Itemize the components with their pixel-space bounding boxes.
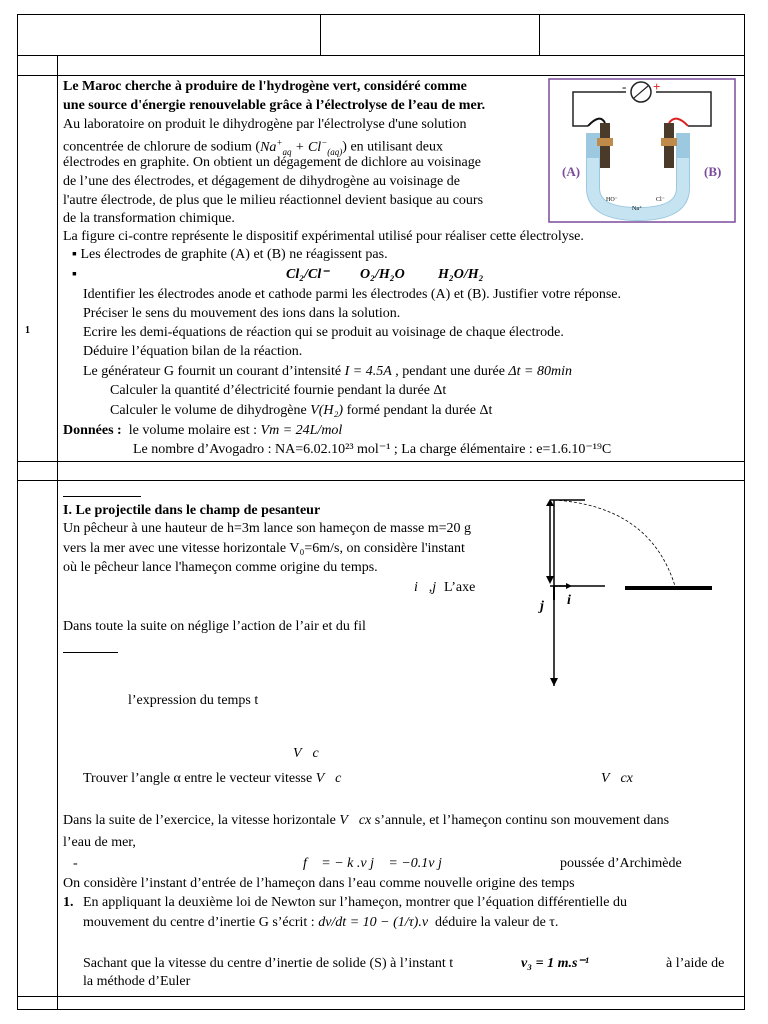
list-dash: - [73, 856, 78, 871]
paragraph-line: Au laboratoire on produit le dihydrogène par l'électrolyse d'une solution [63, 117, 467, 132]
redox-couple: Cl₂/Cl⁻ [286, 267, 329, 282]
row-line-1 [17, 75, 745, 76]
unit-vector-i: i [567, 593, 571, 608]
header-bottom-line [17, 55, 745, 56]
redox-couple: O₂/H₂O [360, 267, 405, 282]
unit-vector-j: j [540, 599, 544, 614]
row-line-4 [17, 996, 745, 997]
ion-label: HO⁻ [606, 197, 618, 203]
paragraph-line: où le pêcheur lance l'hameçon comme origine du temps. [63, 560, 378, 575]
electrode-b-label: (B) [704, 164, 722, 179]
question: Le générateur G fournit un courant d’intensité I = 4.5A , pendant une durée Δt = 80min [83, 364, 572, 379]
blank-rule [63, 652, 118, 653]
exercise-number: 1 [25, 325, 30, 336]
formula-nacl: $Na^+_{aq} + Cl^-_{(aq)}$ [260, 137, 343, 157]
intro-bold-line-2: une source d'énergie renouvelable grâce à l’électrolyse de l’eau de mer. [63, 98, 486, 113]
header-divider-1 [320, 14, 321, 55]
question-fragment: l’expression du temps t [128, 693, 259, 708]
electrolysis-figure [548, 78, 736, 223]
vector-vc: V⃗c [293, 746, 319, 761]
section-title: I. Le projectile dans le champ de pesanteur [63, 503, 321, 518]
projectile-figure [530, 496, 740, 692]
paragraph-line: Dans la suite de l’exercice, la vitesse horizontale V⃗cx s’annule, et l’hameçon continu son mouvement dans [63, 813, 670, 828]
question: à l’aide de [666, 956, 725, 971]
paragraph-line: concentrée de chlorure de sodium $(Na^+_{aq} + Cl^-_{(aq)})$ en utilisant deux [63, 137, 443, 157]
paragraph-line: La figure ci-contre représente le dispositif expérimental utilisé pour réaliser cette électrolyse. [63, 229, 584, 244]
paragraph-line: l’eau de mer, [63, 835, 136, 850]
question: Identifier les électrodes anode et cathode parmi les électrodes (A) et (B). Justifier votre réponse. [83, 287, 622, 302]
sub-question: Calculer la quantité d’électricité fournie pendant la durée Δt [110, 383, 447, 398]
vector-vcx: V⃗cx [601, 771, 633, 786]
data-line: Le nombre d’Avogadro : NA=6.02.10²³ mol⁻¹ ; La charge élémentaire : e=1.6.10⁻¹⁹C [133, 442, 612, 457]
sub-question: Calculer le volume de dihydrogène V(H₂) formé pendant la durée Δt [110, 403, 493, 418]
paragraph-line: de la transformation chimique. [63, 211, 235, 226]
paragraph-line: vers la mer avec une vitesse horizontale V₀=6m/s, on considère l'instant [63, 541, 465, 556]
ion-label: Na⁺ [632, 206, 643, 212]
data-line: Données : le volume molaire est : Vm = 24L/mol [63, 423, 343, 438]
question-number: 1. [63, 895, 74, 910]
paragraph-line: l'autre électrode, de plus que le milieu réactionnel devient basique au cours [63, 193, 484, 208]
question: Déduire l’équation bilan de la réaction. [83, 344, 303, 359]
bullet-item: ▪ Les électrodes de graphite (A) et (B) ne réagissent pas. [72, 247, 388, 262]
number-column-divider [57, 55, 58, 1010]
row-line-3 [17, 480, 745, 481]
bullet-item: ▪ [72, 267, 77, 282]
axis-label: L’axe [444, 580, 476, 595]
paragraph-line: On considère l’instant d’entrée de l’hameçon dans l’eau comme nouvelle origine des temps [63, 876, 575, 891]
electrode-a-label: (A) [562, 164, 581, 179]
question: la méthode d’Euler [83, 974, 191, 989]
question: Ecrire les demi-équations de réaction qui se produit au voisinage de chaque électrode. [83, 325, 564, 340]
ion-label: Cl⁻ [656, 197, 665, 203]
archimede-label: poussée d’Archimède [560, 856, 682, 871]
paragraph-line: Un pêcheur à une hauteur de h=3m lance son hameçon de masse m=20 g [63, 521, 472, 536]
title-rule [63, 496, 141, 497]
paragraph-line: Dans toute la suite on néglige l’action de l’air et du fil [63, 619, 366, 634]
axes-vectors: i⃗,j⃗ [414, 580, 448, 595]
velocity-value: v₃ = 1 m.s⁻¹ [521, 956, 589, 971]
question: En appliquant la deuxième loi de Newton sur l’hameçon, montrer que l’équation différentielle du [83, 895, 628, 910]
figure-minus-label: - [622, 79, 627, 94]
paragraph-line: électrodes en graphite. On obtient un dégagement de dichlore au voisinage [63, 155, 481, 170]
question: mouvement du centre d’inertie G s’écrit : dv/dt = 10 − (1/τ).v déduire la valeur de τ. [83, 915, 559, 930]
force-expression: f⃗ = − k .v j⃗ = −0.1v j⃗ [303, 856, 453, 871]
paragraph-line: de l’une des électrodes, et dégagement de dihydrogène au voisinage de [63, 174, 460, 189]
figure-plus-label: + [653, 79, 661, 94]
question: Trouver l’angle α entre le vecteur vitesse V⃗c [83, 771, 342, 786]
question: Préciser le sens du mouvement des ions dans la solution. [83, 306, 401, 321]
question: Sachant que la vitesse du centre d’inertie de solide (S) à l’instant t [83, 956, 454, 971]
redox-couple: H₂O/H₂ [438, 267, 484, 282]
row-line-2 [17, 461, 745, 462]
header-divider-2 [539, 14, 540, 55]
intro-bold-line-1: Le Maroc cherche à produire de l'hydrogène vert, considéré comme [63, 79, 467, 94]
